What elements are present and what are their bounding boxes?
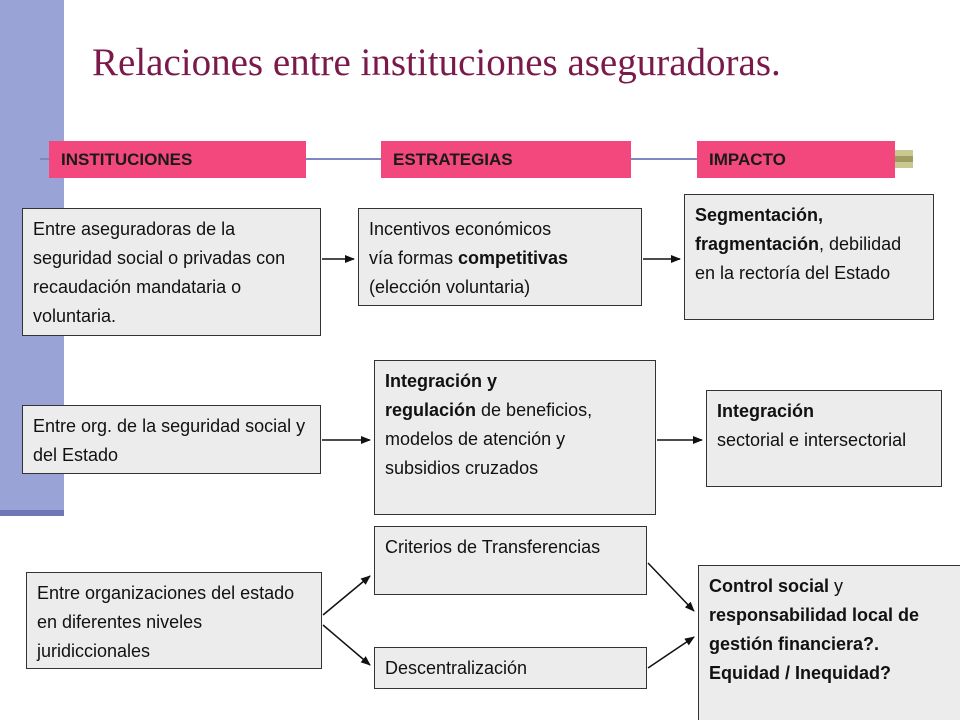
- header-instituciones: INSTITUCIONES: [49, 141, 306, 178]
- box-row3-strategy-descentralizacion: [374, 647, 647, 689]
- row2-impact-rest: sectorial e intersectorial: [717, 430, 907, 450]
- box-row2-strategy: [374, 360, 656, 515]
- row1-strategy-line1: Incentivos económicos: [369, 219, 552, 239]
- row3-strategy-b-text: Descentralización: [385, 658, 528, 678]
- row1-strategy-bold: competitivas: [458, 248, 569, 268]
- row1-impact-bold2: fragmentación: [695, 234, 820, 254]
- row3-strategy-a-text: Criterios de Transferencias: [385, 537, 601, 557]
- side-decor-bar-shadow: [0, 510, 64, 516]
- row2-impact-bold: Integración: [717, 401, 815, 421]
- box-row3-institution-text: Entre organizaciones del estado en diferentes niveles juridiccionales: [37, 583, 295, 661]
- box-row2-institution-text: Entre org. de la seguridad social y del Estado: [33, 416, 306, 465]
- box-row1-institution-text: Entre aseguradoras de la seguridad social o privadas con recaudación mandataria o voluntaria.: [33, 219, 286, 326]
- row2-strategy-bold1: Integración y: [385, 371, 498, 391]
- box-row3-institution: [26, 572, 322, 669]
- row1-strategy-line2: vía formas: [369, 248, 459, 268]
- arrow-row3-inst-to-transferencias: [323, 576, 370, 615]
- arrow-row3-inst-to-descentralizacion: [323, 625, 370, 665]
- box-row1-institution: [22, 208, 321, 336]
- row2-strategy-bold2: regulación: [385, 400, 477, 420]
- box-row2-impact: [706, 390, 942, 487]
- row1-impact-bold1: Segmentación,: [695, 205, 824, 225]
- row2-strategy-rest: de beneficios, modelos de atención y subsidios cruzados: [385, 400, 593, 478]
- row3-impact-bold2: responsabilidad local de gestión financiera?. Equidad / Inequidad?: [709, 605, 920, 683]
- box-row3-impact: [698, 565, 960, 720]
- row1-impact-rest: , debilidad en la rectoría del Estado: [695, 234, 902, 283]
- row1-strategy-line3: (elección voluntaria): [369, 277, 531, 297]
- box-row1-strategy: [358, 208, 642, 306]
- box-row1-impact: [684, 194, 934, 320]
- box-row2-institution: [22, 405, 321, 474]
- arrow-row3-descentralizacion-to-impact: [648, 637, 694, 668]
- row3-impact-bold1: Control social: [709, 576, 830, 596]
- box-row3-strategy-transferencias: [374, 526, 647, 595]
- header-line-end-cap-dark: [893, 156, 913, 162]
- slide-title: Relaciones entre instituciones aseguradoras.: [92, 41, 781, 84]
- arrow-row3-transferencias-to-impact: [648, 563, 694, 611]
- row3-impact-mid: y: [829, 576, 844, 596]
- header-estrategias: ESTRATEGIAS: [381, 141, 631, 178]
- header-impacto: IMPACTO: [697, 141, 895, 178]
